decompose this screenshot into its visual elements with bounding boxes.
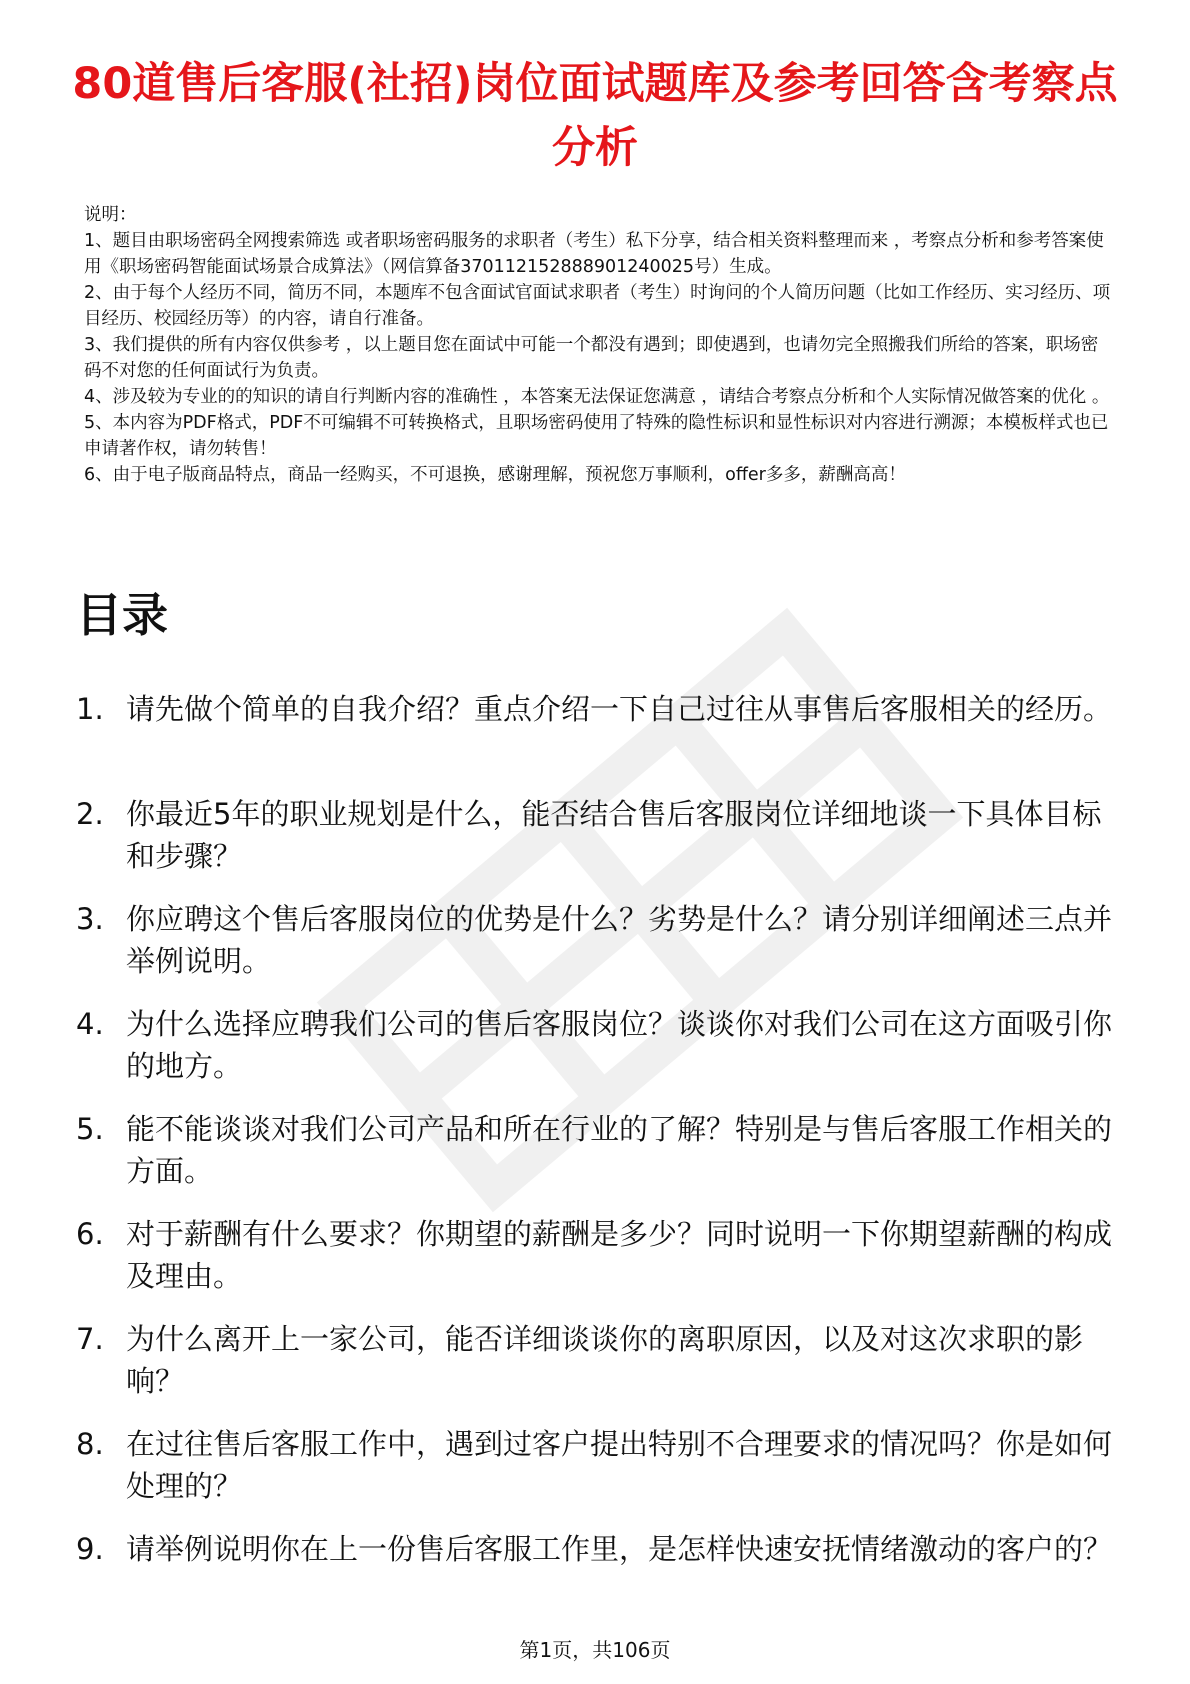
instruction-item: 2、由于每个人经历不同，简历不同，本题库不包含面试官面试求职者（考生）时询问的个人简历问题（比如工作经历、实习经历、项目经历、校园经历等）的内容，请自行准备。 bbox=[84, 283, 1111, 329]
question-number: 9. bbox=[76, 1532, 104, 1566]
question-list bbox=[76, 688, 1126, 1633]
question-item[interactable] bbox=[76, 1003, 1126, 1087]
question-item[interactable] bbox=[76, 1213, 1126, 1297]
question-number: 5. bbox=[76, 1112, 104, 1146]
question-number: 1. bbox=[76, 692, 104, 726]
question-number: 3. bbox=[76, 902, 104, 936]
question-item[interactable] bbox=[76, 898, 1126, 982]
question-text: 对于薪酬有什么要求？你期望的薪酬是多少？同时说明一下你期望薪酬的构成及理由。 bbox=[126, 1217, 1113, 1293]
question-number: 4. bbox=[76, 1007, 104, 1041]
question-number: 6. bbox=[76, 1217, 104, 1251]
toc-heading: 目录 bbox=[76, 588, 168, 642]
question-text: 能不能谈谈对我们公司产品和所在行业的了解？特别是与售后客服工作相关的方面。 bbox=[126, 1112, 1113, 1188]
question-number: 2. bbox=[76, 797, 104, 831]
instruction-item: 1、题目由职场密码全网搜索筛选 或者职场密码服务的求职者（考生）私下分享，结合相关资料整理而来 ，考察点分析和参考答案使用《职场密码智能面试场景合成算法》（网信算备370112152888901240025号）生成。 bbox=[84, 231, 1104, 277]
question-text: 请先做个简单的自我介绍？重点介绍一下自己过往从事售后客服相关的经历。 bbox=[126, 692, 1113, 726]
document-title: 80道售后客服(社招)岗位面试题库及参考回答含考察点分析 bbox=[72, 59, 1118, 173]
question-text: 为什么选择应聘我们公司的售后客服岗位？谈谈你对我们公司在这方面吸引你的地方。 bbox=[126, 1007, 1113, 1083]
instruction-item: 5、本内容为PDF格式，PDF不可编辑不可转换格式，且职场密码使用了特殊的隐性标识和显性标识对内容进行溯源；本模板样式也已申请著作权，请勿转售！ bbox=[84, 413, 1109, 459]
question-text: 你应聘这个售后客服岗位的优势是什么？劣势是什么？请分别详细阐述三点并举例说明。 bbox=[126, 902, 1113, 978]
question-number: 7. bbox=[76, 1322, 104, 1356]
page-footer: 第1页，共106页 bbox=[519, 1638, 671, 1662]
question-text: 在过往售后客服工作中，遇到过客户提出特别不合理要求的情况吗？你是如何处理的？ bbox=[126, 1427, 1113, 1503]
question-item[interactable] bbox=[76, 793, 1126, 877]
question-item[interactable] bbox=[76, 1423, 1126, 1507]
question-text: 你最近5年的职业规划是什么，能否结合售后客服岗位详细地谈一下具体目标和步骤？ bbox=[126, 797, 1102, 873]
question-item[interactable] bbox=[76, 1108, 1126, 1192]
question-text: 请举例说明你在上一份售后客服工作里，是怎样快速安抚情绪激动的客户的？ bbox=[126, 1532, 1113, 1566]
question-item[interactable] bbox=[76, 1528, 1126, 1612]
question-text: 为什么离开上一家公司，能否详细谈谈你的离职原因，以及对这次求职的影响？ bbox=[126, 1322, 1084, 1398]
question-number: 8. bbox=[76, 1427, 104, 1461]
instructions-section bbox=[84, 202, 1114, 488]
question-item[interactable] bbox=[76, 688, 1126, 772]
instruction-item: 6、由于电子版商品特点，商品一经购买，不可退换，感谢理解，预祝您万事顺利，offer多多，薪酬高高！ bbox=[84, 465, 906, 485]
instruction-item: 4、涉及较为专业的的知识的请自行判断内容的准确性 ，本答案无法保证您满意 ，请结合考察点分析和个人实际情况做答案的优化 。 bbox=[84, 387, 1110, 407]
instructions-heading: 说明： bbox=[84, 205, 137, 225]
question-item[interactable] bbox=[76, 1318, 1126, 1402]
instruction-item: 3、我们提供的所有内容仅供参考 ，以上题目您在面试中可能一个都没有遇到；即使遇到，也请勿完全照搬我们所给的答案，职场密码不对您的任何面试行为负责。 bbox=[84, 335, 1099, 381]
